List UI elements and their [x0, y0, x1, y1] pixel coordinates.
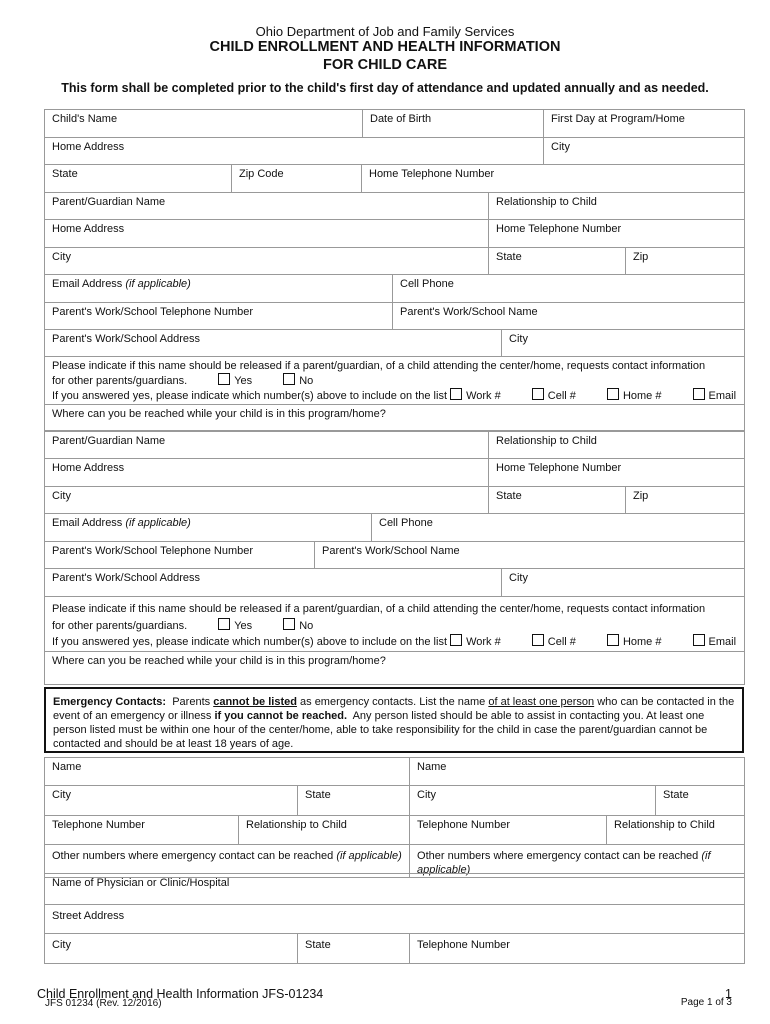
- child-zip-field[interactable]: Zip Code: [232, 165, 362, 193]
- child-info-table-2: [44, 164, 745, 193]
- physician-street-field[interactable]: Street Address: [45, 905, 745, 934]
- guardian1-work: [44, 329, 745, 431]
- guardian2-work: [44, 568, 745, 685]
- guardian1-home-phone-field[interactable]: Home Telephone Number: [489, 220, 745, 248]
- guardian1-contact: [44, 274, 745, 330]
- emergency-contacts-table: [44, 757, 745, 878]
- guardian1-city-field[interactable]: City: [45, 248, 489, 275]
- emergency2-city-field[interactable]: City: [410, 786, 656, 816]
- footer-page-number: 1: [725, 987, 732, 1001]
- guardian2-work-address-field[interactable]: Parent's Work/School Address: [45, 569, 502, 597]
- emergency2-name-field[interactable]: Name: [410, 758, 745, 786]
- guardian2-relationship-field[interactable]: Relationship to Child: [489, 432, 745, 459]
- guardian2-release-no-checkbox[interactable]: [283, 618, 295, 630]
- guardian1-release-yes-checkbox[interactable]: [218, 373, 230, 385]
- child-home-phone-field[interactable]: Home Telephone Number: [362, 165, 745, 193]
- guardian2-contact: [44, 513, 745, 542]
- footer-page-of: Page 1 of 3: [680, 997, 732, 1008]
- guardian2-email-checkbox[interactable]: [693, 634, 705, 646]
- guardian2-release-yes-checkbox[interactable]: [218, 618, 230, 630]
- emergency-contacts-notice: Emergency Contacts: Parents cannot be listed as emergency contacts. List the name of at least one person who can be contacted in the event of an emergency or illness if you cannot be reached. Any person listed should be able to assist in contacting you. At least one person listed must be within one hour of the center/home, able to take responsibility for the child in case the parent/guardian cannot be contacted and should be at least 18 years of age.: [44, 687, 744, 753]
- emergency1-phone-field[interactable]: Telephone Number: [45, 816, 239, 845]
- guardian1-email-checkbox[interactable]: [693, 388, 705, 400]
- footer-form-number: JFS 01234 (Rev. 12/2016): [45, 998, 162, 1009]
- guardian2-work-city-field[interactable]: City: [502, 569, 745, 597]
- guardian2-home-phone-field[interactable]: Home Telephone Number: [489, 459, 745, 487]
- form-title-line2: FOR CHILD CARE: [322, 57, 448, 73]
- guardian1-name-field[interactable]: Parent/Guardian Name: [45, 193, 489, 220]
- guardian2-reach-field[interactable]: Where can you be reached while your child is in this program/home?: [45, 651, 745, 684]
- guardian1-home-address-field[interactable]: Home Address: [45, 220, 489, 248]
- guardian2-work-name-field[interactable]: Parent's Work/School Name: [315, 542, 745, 569]
- child-state-field[interactable]: State: [45, 165, 232, 193]
- form-instruction: This form shall be completed prior to the child's first day of attendance and updated annually and as needed.: [61, 81, 709, 95]
- emergency2-phone-field[interactable]: Telephone Number: [410, 816, 607, 845]
- emergency1-other-numbers-field[interactable]: Other numbers where emergency contact can be reached (if applicable): [45, 845, 410, 878]
- agency-name: Ohio Department of Job and Family Services: [255, 24, 515, 39]
- guardian1-cell-checkbox[interactable]: [532, 388, 544, 400]
- guardian2-name-field[interactable]: Parent/Guardian Name: [45, 432, 489, 459]
- guardian2-zip-field[interactable]: Zip: [626, 487, 745, 514]
- physician-phone-field[interactable]: Telephone Number: [410, 934, 745, 964]
- guardian2-work-row: [44, 541, 745, 569]
- guardian1-work-phone-field[interactable]: Parent's Work/School Telephone Number: [45, 303, 393, 330]
- guardian1-grid: [44, 192, 745, 275]
- child-first-day-field[interactable]: First Day at Program/Home: [544, 110, 745, 138]
- guardian2-cell-field[interactable]: Cell Phone: [372, 514, 745, 542]
- guardian2-work-phone-field[interactable]: Parent's Work/School Telephone Number: [45, 542, 315, 569]
- emergency1-city-field[interactable]: City: [45, 786, 298, 816]
- child-info-table: [44, 109, 745, 165]
- guardian1-cell-field[interactable]: Cell Phone: [393, 275, 745, 303]
- emergency1-state-field[interactable]: State: [298, 786, 410, 816]
- physician-city-field[interactable]: City: [45, 934, 298, 964]
- guardian1-state-field[interactable]: State: [489, 248, 626, 275]
- emergency2-relationship-field[interactable]: Relationship to Child: [607, 816, 745, 845]
- physician-table: [44, 873, 745, 964]
- guardian2-release-section: Please indicate if this name should be released if a parent/guardian, of a child attending the center/home, requests contact information for other parents/guardians. Yes No If you answered yes, please indicate which number(s) above to include on the list Work # Cell # Home # Email: [45, 597, 745, 652]
- guardian1-release-no-checkbox[interactable]: [283, 373, 295, 385]
- guardian1-home-checkbox[interactable]: [607, 388, 619, 400]
- emergency2-state-field[interactable]: State: [656, 786, 745, 816]
- guardian1-work-address-field[interactable]: Parent's Work/School Address: [45, 330, 502, 357]
- guardian2-cell-checkbox[interactable]: [532, 634, 544, 646]
- form-title-line1: CHILD ENROLLMENT AND HEALTH INFORMATION: [209, 39, 561, 55]
- guardian2-home-checkbox[interactable]: [607, 634, 619, 646]
- emergency2-other-numbers-field[interactable]: Other numbers where emergency contact can be reached (if applicable): [410, 845, 745, 878]
- guardian2-state-field[interactable]: State: [489, 487, 626, 514]
- guardian1-zip-field[interactable]: Zip: [626, 248, 745, 275]
- guardian1-reach-field[interactable]: Where can you be reached while your child is in this program/home?: [45, 405, 745, 431]
- guardian2-email-field[interactable]: Email Address (if applicable): [45, 514, 372, 542]
- emergency1-name-field[interactable]: Name: [45, 758, 410, 786]
- child-name-field[interactable]: Child's Name: [45, 110, 363, 138]
- child-home-address-field[interactable]: Home Address: [45, 138, 544, 165]
- emergency1-relationship-field[interactable]: Relationship to Child: [239, 816, 410, 845]
- guardian2-home-address-field[interactable]: Home Address: [45, 459, 489, 487]
- child-dob-field[interactable]: Date of Birth: [363, 110, 544, 138]
- guardian2-city-field[interactable]: City: [45, 487, 489, 514]
- guardian1-work-checkbox[interactable]: [450, 388, 462, 400]
- guardian1-work-name-field[interactable]: Parent's Work/School Name: [393, 303, 745, 330]
- footer-form-title: Child Enrollment and Health Information JFS-01234: [37, 987, 324, 1001]
- guardian2-grid: [44, 431, 745, 514]
- guardian2-work-checkbox[interactable]: [450, 634, 462, 646]
- guardian1-work-city-field[interactable]: City: [502, 330, 745, 357]
- physician-state-field[interactable]: State: [298, 934, 410, 964]
- guardian1-release-section: Please indicate if this name should be released if a parent/guardian, of a child attending the center/home, requests contact information for other parents/guardians. Yes No If you answered yes, please indicate which number(s) above to include on the list Work # Cell # Home # Email: [45, 357, 745, 405]
- physician-name-field[interactable]: Name of Physician or Clinic/Hospital: [45, 874, 745, 905]
- guardian1-email-field[interactable]: Email Address (if applicable): [45, 275, 393, 303]
- child-city-field[interactable]: City: [544, 138, 745, 165]
- guardian1-relationship-field[interactable]: Relationship to Child: [489, 193, 745, 220]
